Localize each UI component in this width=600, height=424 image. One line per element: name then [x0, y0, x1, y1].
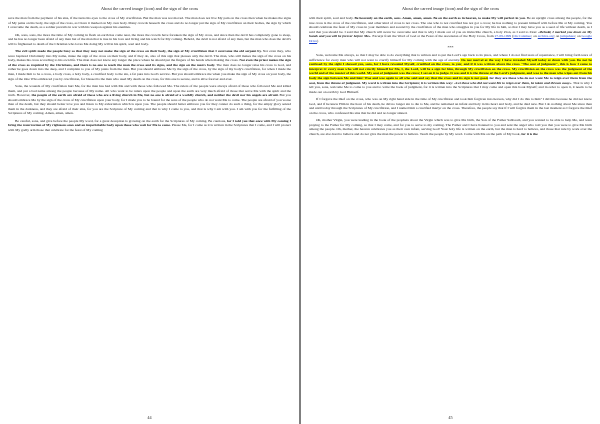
highlighted-text: Do not marvel at the way I have revealed Myself today at dawn with you. Do not be confused by the sight I showed you, sons, for I have revealed Myself, crucified on the cross, to you; [309, 57, 593, 67]
paragraph [309, 118, 592, 136]
punctuation: ; on [531, 34, 538, 39]
paragraph-text: with their spirit, soul and body. [309, 16, 354, 20]
paragraph-text: Please Me, for I come as it is written in the Scriptures that I come, and I will protect with My godly arm those that celebrate for the feast of My coming [8, 123, 291, 133]
paragraph [8, 49, 291, 81]
running-head: About the carved image (icon) and the sign of the cross [401, 6, 500, 11]
paragraph-text: That is why I tell you, sons, welcome Me to come to you and to write the book of judgment, for it is written into the Scriptures that I may come and open this book Myself; and in order to open it, it needs to be made out on earth by God Himself. [309, 80, 593, 94]
bold-text: for it is the [520, 132, 538, 137]
archive-link[interactable]: archive.org [537, 34, 554, 39]
bold-text: for I told you that once with My coming I bring the resurrection of My righteous ones and an imperishable body upon those who wait for Me to come. [8, 118, 291, 128]
paragraph [309, 97, 592, 115]
bold-text: the people of the earth are afraid of those who are a living church in Me, but no one is afraid of a worldly church, and neither the devil nor his angels are afraid. [30, 93, 279, 98]
paragraph-text: Be an upright cross among the people, for the true cross is the cross of the crucifixion, and other kind of cross is not cross. The one who is not crucified has not got a cross; he has nothing to present himself with before Me at My coming. You should celebrate the feast of My cross in your members and ascend by the crucifixion of the man who struggles in you for My life in him, so that I may have you as a seed of life without death, as I said that you should be. I said that My church will never be overcome and that is why I made out of you an invincible church, a holy Zion, as I said to Zion: [309, 16, 592, 34]
running-head: About the carved image (icon) and the sign of the cross [100, 6, 199, 11]
calameo-link[interactable]: On Calameo [513, 34, 532, 39]
page-number: 44 [147, 415, 152, 420]
bold-text: The evil spirit made the people busy so that they may not make the sign of the cross on their body, the sign of My crucifixion that I overcame the old serpent by. [15, 49, 262, 54]
left-page [0, 0, 299, 424]
paragraph [8, 84, 291, 116]
paragraph-text: If I forgave the thief on the cross, who was on My right hand side in the time of My crucifixion and took him forgiven into heaven, why did I do this to him? I did this because he did not know God, and if he knew Him in the hour of his death, he did no longer sin to die to Me, and he remained an infant and holy in his heart and body, and he died new. But I do nothing about Me since then and until today through the Scriptures of My crucifixion, and I named him a crucified martyr on the cross. Therefore, the people say that if I will forgive them in the last moment as I forgave the thief on the cross, who confessed his sins that he did and no longer sinned. [309, 97, 592, 115]
paragraph [309, 53, 592, 94]
bold-text: Not even the priest makes the sign of the cross as required by the Christians, and there is no one to teach the man the cross and its signs, and the sign on the man's body. [8, 58, 291, 67]
highlighted-text: and if it was written above the cross "The seat of judgment", this is how I come to interpret it: every man who will not crucify himself for Me, I, the Lord, will be a sign for him, through My crucifixion on the cross. My crucifixion on the cross was the judgment of the world and of the master of this world. My seat of judgment was the cross; I sat on it to judge. It was and it is the throne of the Lord's judgment, and woe to the man who wipes out from his body the sign between Me and him! Woe and woe again to all who said and say that the cross and its sign is not good, [309, 62, 592, 81]
paragraph [8, 119, 291, 133]
paragraph-text: Excerpt from the Word of God at the Feast of the Ascension of the Holy Cross, from [371, 34, 495, 39]
right-page [301, 0, 600, 424]
section-separator: *** [447, 45, 454, 51]
punctuation: ( [511, 34, 514, 39]
paragraph [8, 33, 291, 47]
jumpshare-link[interactable]: jumpshare [560, 34, 576, 39]
date-link[interactable]: 27-09-1999 [494, 34, 512, 39]
paragraph-text: Sons, welcome Me always, so that I may be able to do everything that is written and to put the Lord's age back to its place, and where I do not find tears of repentance, I will bring forth tears of sufficience for every man who will not want to crucify himself for My coming with the age of eternity. [309, 53, 592, 62]
punctuation: ; on [553, 34, 561, 39]
paragraph-text: But you should embrace Me by the sign of the cross of My crucifixion upon your body, for I made you to be bound for the sons of the people who do not want Me to come. The people are afraid of you worse than of the death, but they should better love you and listen to My exhortation which is upon you. The people should better embrace you for they cannot do such a thing, for the empty glory seized them in the darkness, and they are afraid of their sins, for you are the Scripture of My coming and that is why I come to you, and that is why I am with you. I am with you for the fulfilling of the Scriptures of My coming. Amen, amen, amen. [8, 93, 292, 116]
paragraph [309, 16, 592, 43]
paragraph [8, 16, 291, 30]
paragraph-text: The man does no longer raise his cross to God, and rather he goes down into the deep, and I complain to you of My pains from the man. But you should embrace Me by the sign of the cross, by the sign of my body's crucifixion, for when I made the man, I made him to be a cross, a body cross, a holy body, a crucified body to the sin, a fat pure into God's service. But you should embrace me when you make the sign of My cross on your body, the sign of the One Who embraced you by crucifixion, for blessed is the man who used My death on the cross, for this one is secure, and is alive forever and ever. [8, 62, 291, 81]
quote-text: «Let those who did not want Me to reign over them, be taken and thrown away». [453, 80, 573, 85]
google-drive-link[interactable]: Google Drive [309, 34, 592, 43]
paragraph-text: Not even they, who were baptized Christianly into My name, make the sign of the cross on their body, and if they do, also of this sign that pleases only the devil. The man, who still makes the sign of the cross on his body, makes his cross according to his own life. The man does not know any longer the place where he should put the fingers of his hands when making the cross. [8, 49, 291, 63]
bold-text: for they are those who do not want Me to reign over them from the seat, from the throne of judgment. My word is written into the Scripture; it is written this way: [309, 76, 592, 85]
bold-text: Be heavenly on the earth, sons. Amen, amen, amen. Be on the earth as in heaven, to make My will perfect in you. [353, 16, 526, 20]
quote-text: «Behold, I marked you down on My hands and you will be forever before Me». [309, 29, 593, 39]
paragraph-text: Be careful, sons, and give before the people My word, for a great deception is growing on the earth for the Scriptures of My coming. Be cautious, [15, 118, 226, 123]
punctuation: ; on [575, 34, 582, 39]
paragraph-text: Oh, mother Virgin, you were leading in the book of the prophets about the Virgin which was to give Me birth, the Son of the Father Sabbaoth, and you wanted to be able to help Me, and were praying to the Father for My coming, so that I may come, and for you to serve to my coming. The Father and I have listened to you and sent the angel who told you that you were to give Me birth among the people. Oh, mother, the heaven celebrates you as their own infant, serving God! Your holy life is written on the earth, but the man is hard to believe, and those that rule by work over the church, are also hard to believe and do not give the man the power to believe. Teach the people by My word. Come with Me on the path of My book, [309, 118, 592, 137]
paragraph-text: save the man from the payment of his sins, if the turns his eyes to the cross of My crucifixion. But the man was not moved. The man does not live My pain on the cross then when he makes the signs of My pains on his body, the sign of the cross, as I have it marked on My own body. Many crowds beseech the cross and do no longer put the sign of My crucifixion on their bodies, the sign by which I overcame the death, as a soldier prevails in war with his weapon against his enemies. [8, 16, 291, 30]
punctuation: ) [317, 38, 319, 43]
paragraph-text: Oh, sons, sons, the more the time of My coming in flesh on earth has come near, the more the crowds have forsaken the sign of My cross, and since then the devil has completely gone to sleep, and he has no longer been afraid of any man but of the man that is true in his love and living and his watch for My coming. Behold, the devil is not afraid of any man, but the man who does the devil's will is frightened to death of the Christian who loves Me doing My will in his spirit, soul and body. [8, 32, 291, 46]
paragraph-text: Sons, the wounds of My crucifixion hurt Me, for the man has had with Me and with those who followed Me. The rulers of the people were always afraid of those who followed Me and killed them, and put a bad name among the people because of My name. All who want to be rulers upon the people and upon the earth are very much afraid of those that serve Me with the spirit and the truth. However, [8, 84, 291, 98]
page-number: 45 [448, 415, 453, 420]
